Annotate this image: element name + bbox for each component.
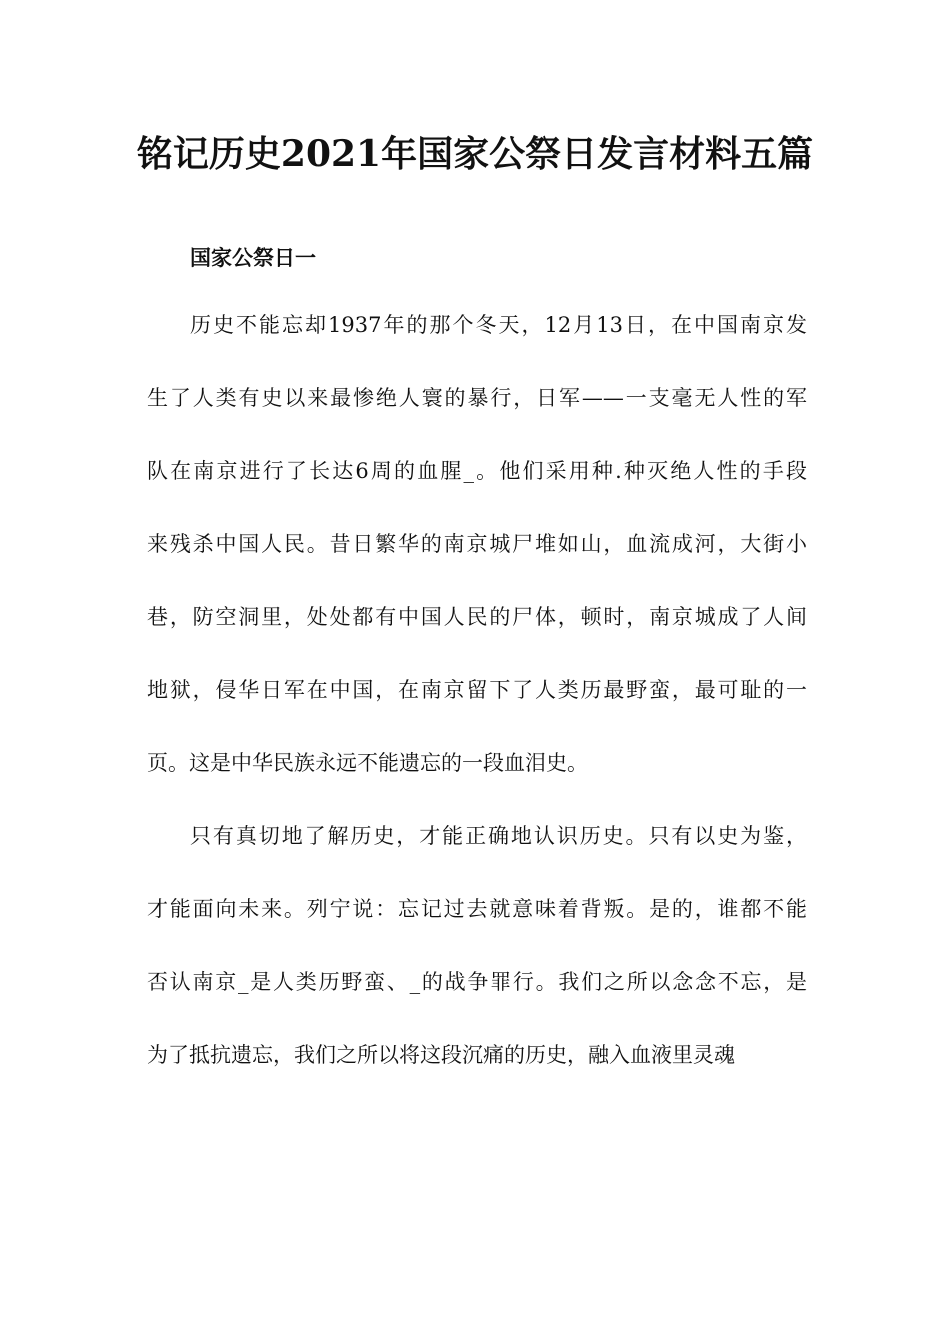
paragraph-2-line-2: 才能面向未来。列宁说：忘记过去就意味着背叛。是的，谁都不能: [147, 897, 807, 921]
paragraph-1-line-3: 队在南京进行了长达6周的血腥_。他们采用种.种灭绝人性的手段: [147, 459, 807, 483]
paragraph-1-line-5: 巷，防空洞里，处处都有中国人民的尸体，顿时，南京城成了人间: [147, 605, 807, 629]
paragraph-1-line-2: 生了人类有史以来最惨绝人寰的暴行，日军——一支毫无人性的军: [147, 386, 807, 410]
paragraph-2-line-3: 否认南京_是人类历野蛮、_的战争罪行。我们之所以念念不忘，是: [147, 970, 807, 994]
document-title: 铭记历史2021年国家公祭日发言材料五篇: [136, 133, 814, 175]
paragraph-2-line-1: 只有真切地了解历史，才能正确地认识历史。只有以史为鉴，: [190, 824, 807, 848]
paragraph-1-line-4: 来残杀中国人民。昔日繁华的南京城尸堆如山，血流成河，大街小: [147, 532, 807, 556]
paragraph-1-line-6: 地狱，侵华日军在中国，在南京留下了人类历最野蛮，最可耻的一: [147, 678, 807, 702]
paragraph-1-line-7: 页。这是中华民族永远不能遗忘的一段血泪史。: [147, 751, 588, 775]
section-heading: 国家公祭日一: [190, 245, 316, 270]
paragraph-2-line-4: 为了抵抗遗忘，我们之所以将这段沉痛的历史，融入血液里灵魂: [147, 1043, 735, 1067]
paragraph-1-line-1: 历史不能忘却1937年的那个冬天，12月13日，在中国南京发: [190, 313, 807, 337]
